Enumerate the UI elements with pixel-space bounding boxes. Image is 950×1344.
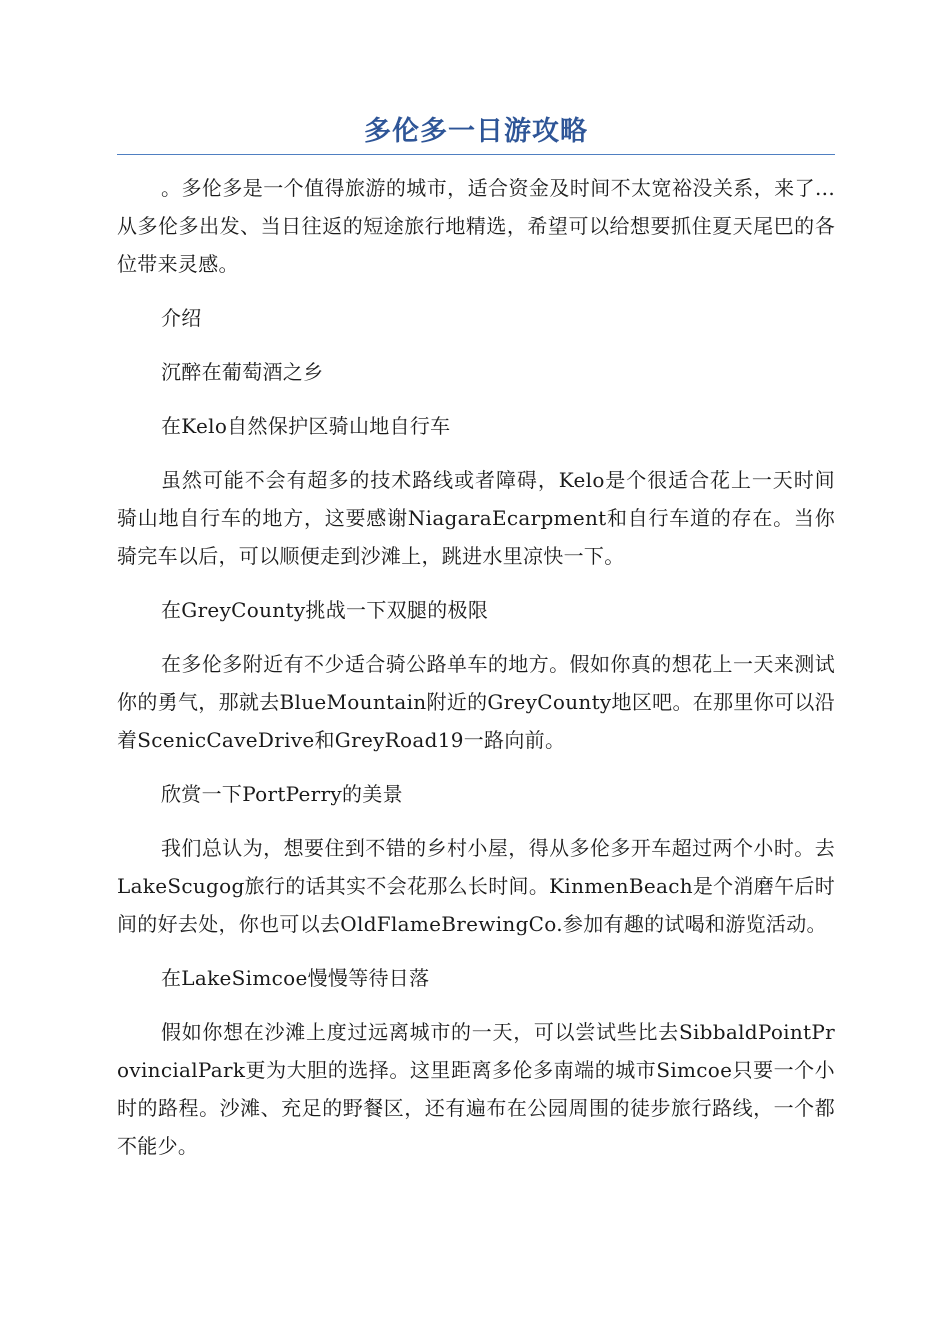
title-underline: [117, 154, 835, 155]
greycounty-paragraph: 在多伦多附近有不少适合骑公路单车的地方。假如你真的想花上一天来测试你的勇气，那就去BlueMountain附近的GreyCounty地区吧。在那里你可以沿着ScenicCaveDrive和GreyRoad19一路向前。: [117, 652, 835, 752]
kelo-paragraph: 虽然可能不会有超多的技术路线或者障碍，Kelo是个很适合花上一天时间骑山地自行车的地方，这要感谢NiagaraEcarpment和自行车道的存在。当你骑完车以后，可以顺便走到沙滩上，跳进水里凉快一下。: [117, 468, 835, 568]
intro-paragraph: 。多伦多是一个值得旅游的城市，适合资金及时间不太宽裕没关系，来了...从多伦多出发、当日往返的短途旅行地精选，希望可以给想要抓住夏天尾巴的各位带来灵感。: [117, 176, 835, 276]
document-title: 多伦多一日游攻略: [364, 116, 588, 147]
section-heading-lakesimcoe: 在LakeSimcoe慢慢等待日落: [161, 966, 430, 990]
lakesimcoe-paragraph: 假如你想在沙滩上度过远离城市的一天，可以尝试些比去SibbaldPointProvincialPark更为大胆的选择。这里距离多伦多南端的城市Simcoe只要一个小时的路程。沙滩、充足的野餐区，还有遍布在公园周围的徒步旅行路线，一个都不能少。: [117, 1020, 835, 1158]
section-heading-wine: 沉醉在葡萄酒之乡: [161, 360, 324, 384]
section-heading-kelo: 在Kelo自然保护区骑山地自行车: [161, 414, 451, 438]
portperry-paragraph: 我们总认为，想要住到不错的乡村小屋，得从多伦多开车超过两个小时。去LakeScugog旅行的话其实不会花那么长时间。KinmenBeach是个消磨午后时间的好去处，你也可以去OldFlameBrewingCo.参加有趣的试喝和游览活动。: [117, 836, 835, 936]
section-heading-portperry: 欣赏一下PortPerry的美景: [161, 782, 403, 806]
section-heading-intro: 介绍: [161, 306, 202, 330]
document-page: [117, 110, 835, 1181]
section-heading-greycounty: 在GreyCounty挑战一下双腿的极限: [161, 598, 489, 622]
